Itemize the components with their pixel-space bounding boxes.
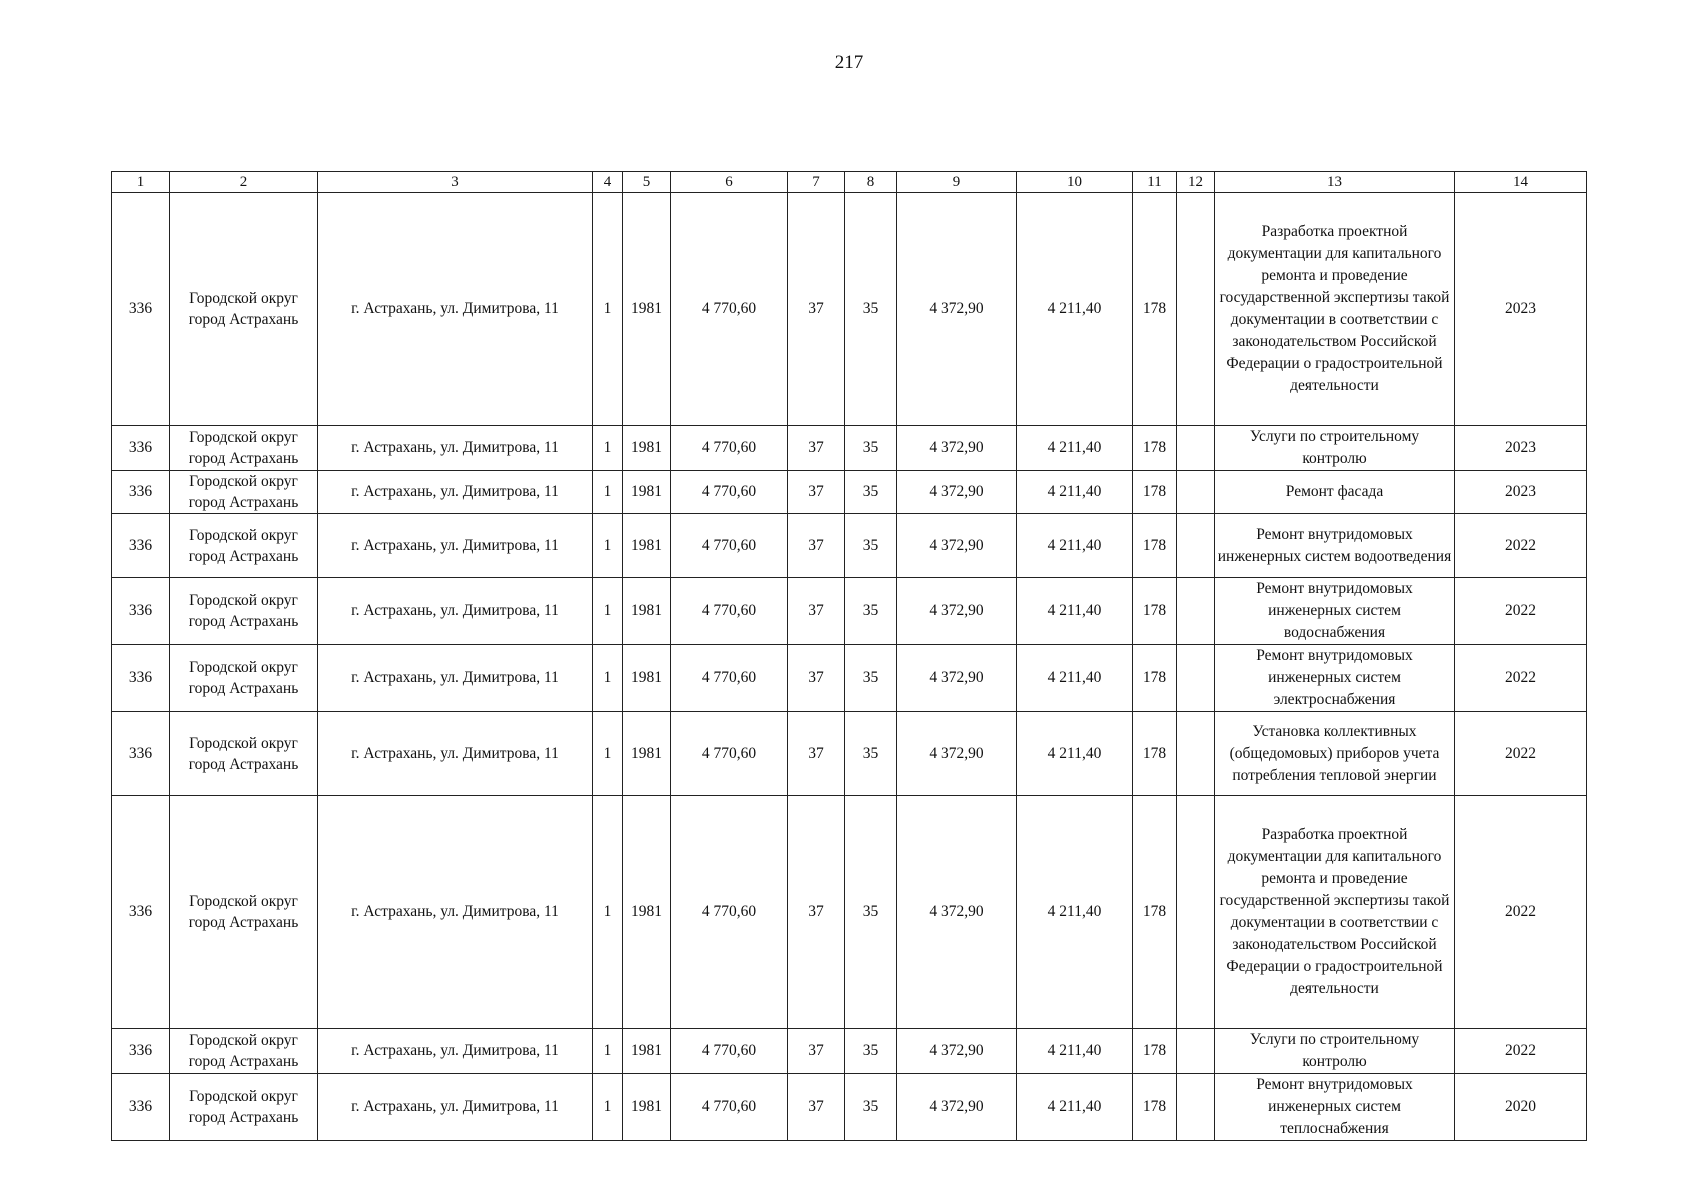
table-row bbox=[112, 426, 1587, 471]
column-8-cell: 35 bbox=[845, 645, 897, 712]
row-number-cell: 336 bbox=[112, 193, 170, 426]
address-cell: г. Астрахань, ул. Димитрова, 11 bbox=[318, 796, 593, 1029]
year-built-cell: 1981 bbox=[623, 796, 671, 1029]
column-number: 8 bbox=[845, 172, 897, 193]
plan-year-cell: 2020 bbox=[1455, 1074, 1587, 1141]
column-11-cell: 178 bbox=[1133, 514, 1177, 578]
column-11-cell: 178 bbox=[1133, 645, 1177, 712]
row-number-cell: 336 bbox=[112, 712, 170, 796]
column-4-cell: 1 bbox=[593, 193, 623, 426]
column-10-cell: 4 211,40 bbox=[1017, 1029, 1133, 1074]
plan-year-cell: 2023 bbox=[1455, 471, 1587, 514]
column-4-cell: 1 bbox=[593, 514, 623, 578]
municipality-cell: Городской округ город Астрахань bbox=[170, 1074, 318, 1141]
column-7-cell: 37 bbox=[788, 712, 845, 796]
repair-program-table bbox=[111, 171, 1587, 1141]
column-6-cell: 4 770,60 bbox=[671, 796, 788, 1029]
column-9-cell: 4 372,90 bbox=[897, 1074, 1017, 1141]
column-4-cell: 1 bbox=[593, 1074, 623, 1141]
column-number: 6 bbox=[671, 172, 788, 193]
address-cell: г. Астрахань, ул. Димитрова, 11 bbox=[318, 645, 593, 712]
work-type-cell: Разработка проектной документации для капитального ремонта и проведение государственной экспертизы такой документации в соответствии с законодательством Российской Федерации о градостроительной деятельности bbox=[1215, 193, 1455, 426]
column-number: 7 bbox=[788, 172, 845, 193]
column-8-cell: 35 bbox=[845, 796, 897, 1029]
column-11-cell: 178 bbox=[1133, 712, 1177, 796]
column-6-cell: 4 770,60 bbox=[671, 1029, 788, 1074]
column-number: 11 bbox=[1133, 172, 1177, 193]
plan-year-cell: 2022 bbox=[1455, 1029, 1587, 1074]
column-9-cell: 4 372,90 bbox=[897, 1029, 1017, 1074]
column-8-cell: 35 bbox=[845, 578, 897, 645]
table-row bbox=[112, 645, 1587, 712]
column-11-cell: 178 bbox=[1133, 471, 1177, 514]
column-10-cell: 4 211,40 bbox=[1017, 426, 1133, 471]
column-number: 2 bbox=[170, 172, 318, 193]
table-row bbox=[112, 471, 1587, 514]
table-row bbox=[112, 1074, 1587, 1141]
work-type-cell: Услуги по строительному контролю bbox=[1215, 426, 1455, 471]
column-9-cell: 4 372,90 bbox=[897, 712, 1017, 796]
column-11-cell: 178 bbox=[1133, 1029, 1177, 1074]
column-4-cell: 1 bbox=[593, 1029, 623, 1074]
plan-year-cell: 2022 bbox=[1455, 514, 1587, 578]
column-number: 12 bbox=[1177, 172, 1215, 193]
column-6-cell: 4 770,60 bbox=[671, 578, 788, 645]
column-8-cell: 35 bbox=[845, 712, 897, 796]
row-number-cell: 336 bbox=[112, 471, 170, 514]
column-number: 5 bbox=[623, 172, 671, 193]
column-10-cell: 4 211,40 bbox=[1017, 796, 1133, 1029]
plan-year-cell: 2022 bbox=[1455, 712, 1587, 796]
row-number-cell: 336 bbox=[112, 426, 170, 471]
column-number-row bbox=[112, 172, 1587, 193]
column-10-cell: 4 211,40 bbox=[1017, 471, 1133, 514]
municipality-cell: Городской округ город Астрахань bbox=[170, 578, 318, 645]
column-11-cell: 178 bbox=[1133, 578, 1177, 645]
year-built-cell: 1981 bbox=[623, 1074, 671, 1141]
column-7-cell: 37 bbox=[788, 193, 845, 426]
column-11-cell: 178 bbox=[1133, 796, 1177, 1029]
column-6-cell: 4 770,60 bbox=[671, 712, 788, 796]
address-cell: г. Астрахань, ул. Димитрова, 11 bbox=[318, 193, 593, 426]
column-number: 13 bbox=[1215, 172, 1455, 193]
municipality-cell: Городской округ город Астрахань bbox=[170, 471, 318, 514]
column-6-cell: 4 770,60 bbox=[671, 1074, 788, 1141]
column-number: 14 bbox=[1455, 172, 1587, 193]
column-4-cell: 1 bbox=[593, 426, 623, 471]
table-row bbox=[112, 1029, 1587, 1074]
column-11-cell: 178 bbox=[1133, 193, 1177, 426]
table-row bbox=[112, 514, 1587, 578]
address-cell: г. Астрахань, ул. Димитрова, 11 bbox=[318, 1029, 593, 1074]
column-7-cell: 37 bbox=[788, 1074, 845, 1141]
plan-year-cell: 2022 bbox=[1455, 796, 1587, 1029]
year-built-cell: 1981 bbox=[623, 471, 671, 514]
column-11-cell: 178 bbox=[1133, 1074, 1177, 1141]
work-type-cell: Ремонт внутридомовых инженерных систем электроснабжения bbox=[1215, 645, 1455, 712]
column-7-cell: 37 bbox=[788, 514, 845, 578]
column-9-cell: 4 372,90 bbox=[897, 796, 1017, 1029]
column-number: 9 bbox=[897, 172, 1017, 193]
column-9-cell: 4 372,90 bbox=[897, 193, 1017, 426]
year-built-cell: 1981 bbox=[623, 514, 671, 578]
municipality-cell: Городской округ город Астрахань bbox=[170, 193, 318, 426]
row-number-cell: 336 bbox=[112, 796, 170, 1029]
column-7-cell: 37 bbox=[788, 426, 845, 471]
column-8-cell: 35 bbox=[845, 193, 897, 426]
table-row bbox=[112, 578, 1587, 645]
column-4-cell: 1 bbox=[593, 471, 623, 514]
row-number-cell: 336 bbox=[112, 1029, 170, 1074]
address-cell: г. Астрахань, ул. Димитрова, 11 bbox=[318, 426, 593, 471]
column-number: 3 bbox=[318, 172, 593, 193]
column-number: 4 bbox=[593, 172, 623, 193]
work-type-cell: Услуги по строительному контролю bbox=[1215, 1029, 1455, 1074]
work-type-cell: Ремонт внутридомовых инженерных систем водоотведения bbox=[1215, 514, 1455, 578]
column-12-cell bbox=[1177, 645, 1215, 712]
column-6-cell: 4 770,60 bbox=[671, 514, 788, 578]
table-header bbox=[112, 172, 1587, 193]
row-number-cell: 336 bbox=[112, 645, 170, 712]
column-7-cell: 37 bbox=[788, 471, 845, 514]
column-8-cell: 35 bbox=[845, 514, 897, 578]
page-number: 217 bbox=[834, 52, 864, 73]
year-built-cell: 1981 bbox=[623, 426, 671, 471]
year-built-cell: 1981 bbox=[623, 578, 671, 645]
address-cell: г. Астрахань, ул. Димитрова, 11 bbox=[318, 578, 593, 645]
column-9-cell: 4 372,90 bbox=[897, 471, 1017, 514]
municipality-cell: Городской округ город Астрахань bbox=[170, 712, 318, 796]
column-4-cell: 1 bbox=[593, 712, 623, 796]
column-6-cell: 4 770,60 bbox=[671, 426, 788, 471]
column-12-cell bbox=[1177, 712, 1215, 796]
plan-year-cell: 2022 bbox=[1455, 645, 1587, 712]
column-6-cell: 4 770,60 bbox=[671, 193, 788, 426]
year-built-cell: 1981 bbox=[623, 645, 671, 712]
column-12-cell bbox=[1177, 514, 1215, 578]
work-type-cell: Ремонт внутридомовых инженерных систем теплоснабжения bbox=[1215, 1074, 1455, 1141]
table-body bbox=[112, 193, 1587, 1141]
column-12-cell bbox=[1177, 193, 1215, 426]
municipality-cell: Городской округ город Астрахань bbox=[170, 645, 318, 712]
column-9-cell: 4 372,90 bbox=[897, 426, 1017, 471]
column-12-cell bbox=[1177, 426, 1215, 471]
row-number-cell: 336 bbox=[112, 578, 170, 645]
row-number-cell: 336 bbox=[112, 514, 170, 578]
column-9-cell: 4 372,90 bbox=[897, 645, 1017, 712]
column-12-cell bbox=[1177, 578, 1215, 645]
municipality-cell: Городской округ город Астрахань bbox=[170, 514, 318, 578]
column-7-cell: 37 bbox=[788, 578, 845, 645]
column-11-cell: 178 bbox=[1133, 426, 1177, 471]
work-type-cell: Разработка проектной документации для капитального ремонта и проведение государственной экспертизы такой документации в соответствии с законодательством Российской Федерации о градостроительной деятельности bbox=[1215, 796, 1455, 1029]
column-4-cell: 1 bbox=[593, 796, 623, 1029]
column-4-cell: 1 bbox=[593, 578, 623, 645]
table-row bbox=[112, 193, 1587, 426]
municipality-cell: Городской округ город Астрахань bbox=[170, 426, 318, 471]
year-built-cell: 1981 bbox=[623, 1029, 671, 1074]
column-10-cell: 4 211,40 bbox=[1017, 1074, 1133, 1141]
column-10-cell: 4 211,40 bbox=[1017, 712, 1133, 796]
column-6-cell: 4 770,60 bbox=[671, 471, 788, 514]
municipality-cell: Городской округ город Астрахань bbox=[170, 1029, 318, 1074]
column-10-cell: 4 211,40 bbox=[1017, 514, 1133, 578]
column-7-cell: 37 bbox=[788, 645, 845, 712]
column-number: 1 bbox=[112, 172, 170, 193]
plan-year-cell: 2023 bbox=[1455, 193, 1587, 426]
column-7-cell: 37 bbox=[788, 796, 845, 1029]
column-12-cell bbox=[1177, 796, 1215, 1029]
column-9-cell: 4 372,90 bbox=[897, 578, 1017, 645]
year-built-cell: 1981 bbox=[623, 712, 671, 796]
column-8-cell: 35 bbox=[845, 1029, 897, 1074]
address-cell: г. Астрахань, ул. Димитрова, 11 bbox=[318, 471, 593, 514]
plan-year-cell: 2022 bbox=[1455, 578, 1587, 645]
column-12-cell bbox=[1177, 1074, 1215, 1141]
year-built-cell: 1981 bbox=[623, 193, 671, 426]
work-type-cell: Ремонт внутридомовых инженерных систем водоснабжения bbox=[1215, 578, 1455, 645]
row-number-cell: 336 bbox=[112, 1074, 170, 1141]
plan-year-cell: 2023 bbox=[1455, 426, 1587, 471]
column-10-cell: 4 211,40 bbox=[1017, 193, 1133, 426]
column-4-cell: 1 bbox=[593, 645, 623, 712]
table-row bbox=[112, 796, 1587, 1029]
column-12-cell bbox=[1177, 471, 1215, 514]
column-12-cell bbox=[1177, 1029, 1215, 1074]
column-10-cell: 4 211,40 bbox=[1017, 578, 1133, 645]
column-8-cell: 35 bbox=[845, 426, 897, 471]
address-cell: г. Астрахань, ул. Димитрова, 11 bbox=[318, 514, 593, 578]
column-9-cell: 4 372,90 bbox=[897, 514, 1017, 578]
work-type-cell: Ремонт фасада bbox=[1215, 471, 1455, 514]
column-number: 10 bbox=[1017, 172, 1133, 193]
column-10-cell: 4 211,40 bbox=[1017, 645, 1133, 712]
address-cell: г. Астрахань, ул. Димитрова, 11 bbox=[318, 1074, 593, 1141]
column-8-cell: 35 bbox=[845, 1074, 897, 1141]
municipality-cell: Городской округ город Астрахань bbox=[170, 796, 318, 1029]
column-6-cell: 4 770,60 bbox=[671, 645, 788, 712]
column-7-cell: 37 bbox=[788, 1029, 845, 1074]
address-cell: г. Астрахань, ул. Димитрова, 11 bbox=[318, 712, 593, 796]
work-type-cell: Установка коллективных (общедомовых) приборов учета потребления тепловой энергии bbox=[1215, 712, 1455, 796]
column-8-cell: 35 bbox=[845, 471, 897, 514]
table-row bbox=[112, 712, 1587, 796]
